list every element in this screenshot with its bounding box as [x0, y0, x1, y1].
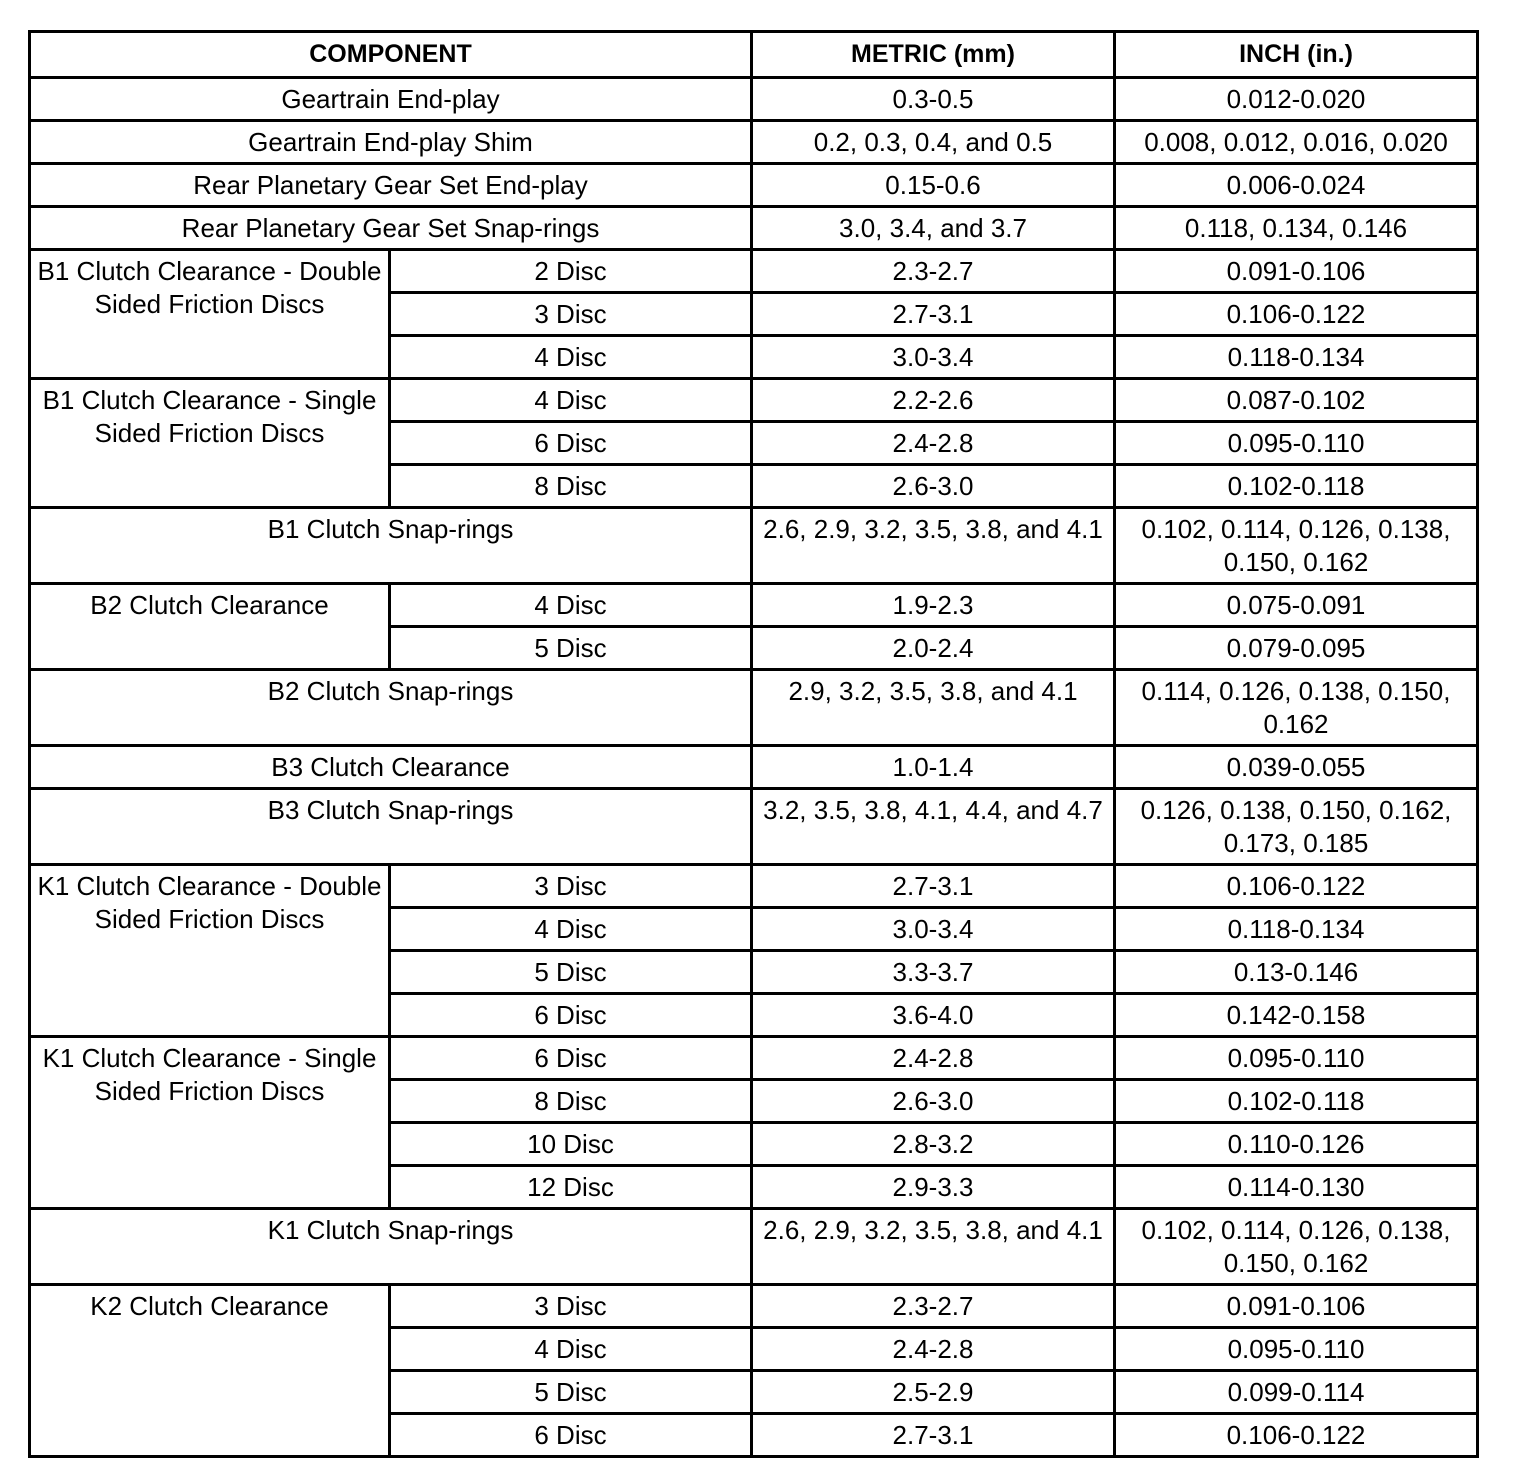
component-cell: B3 Clutch Snap-rings	[30, 789, 752, 865]
table-row	[30, 746, 1478, 789]
disc-cell: 10 Disc	[390, 1123, 752, 1166]
component-cell: K1 Clutch Clearance - Double Sided Friction Discs	[30, 865, 390, 1037]
component-cell: B2 Clutch Clearance	[30, 584, 390, 670]
metric-cell: 3.2, 3.5, 3.8, 4.1, 4.4, and 4.7	[752, 789, 1115, 865]
metric-cell: 2.6-3.0	[752, 1080, 1115, 1123]
inch-cell: 0.095-0.110	[1115, 422, 1478, 465]
metric-cell: 2.2-2.6	[752, 379, 1115, 422]
table-row	[30, 1285, 1478, 1328]
disc-cell: 8 Disc	[390, 465, 752, 508]
table-row	[30, 78, 1478, 121]
metric-cell: 2.9, 3.2, 3.5, 3.8, and 4.1	[752, 670, 1115, 746]
inch-cell: 0.006-0.024	[1115, 164, 1478, 207]
metric-cell: 2.7-3.1	[752, 293, 1115, 336]
disc-cell: 3 Disc	[390, 1285, 752, 1328]
inch-cell: 0.114-0.130	[1115, 1166, 1478, 1209]
metric-cell: 2.6, 2.9, 3.2, 3.5, 3.8, and 4.1	[752, 1209, 1115, 1285]
metric-cell: 2.4-2.8	[752, 1037, 1115, 1080]
header-component: COMPONENT	[30, 32, 752, 78]
inch-cell: 0.126, 0.138, 0.150, 0.162, 0.173, 0.185	[1115, 789, 1478, 865]
disc-cell: 5 Disc	[390, 951, 752, 994]
inch-cell: 0.142-0.158	[1115, 994, 1478, 1037]
inch-cell: 0.102, 0.114, 0.126, 0.138, 0.150, 0.162	[1115, 1209, 1478, 1285]
inch-cell: 0.075-0.091	[1115, 584, 1478, 627]
disc-cell: 5 Disc	[390, 627, 752, 670]
disc-cell: 6 Disc	[390, 1414, 752, 1457]
metric-cell: 2.4-2.8	[752, 422, 1115, 465]
component-cell: Rear Planetary Gear Set Snap-rings	[30, 207, 752, 250]
table-row	[30, 789, 1478, 865]
inch-cell: 0.118-0.134	[1115, 908, 1478, 951]
inch-cell: 0.110-0.126	[1115, 1123, 1478, 1166]
table-row	[30, 1209, 1478, 1285]
inch-cell: 0.091-0.106	[1115, 250, 1478, 293]
metric-cell: 0.2, 0.3, 0.4, and 0.5	[752, 121, 1115, 164]
metric-cell: 2.6, 2.9, 3.2, 3.5, 3.8, and 4.1	[752, 508, 1115, 584]
inch-cell: 0.106-0.122	[1115, 865, 1478, 908]
metric-cell: 3.0-3.4	[752, 908, 1115, 951]
inch-cell: 0.13-0.146	[1115, 951, 1478, 994]
disc-cell: 4 Disc	[390, 379, 752, 422]
table-row	[30, 584, 1478, 627]
inch-cell: 0.087-0.102	[1115, 379, 1478, 422]
clutch-specification-table	[28, 30, 1479, 1458]
table-row	[30, 865, 1478, 908]
metric-cell: 2.3-2.7	[752, 1285, 1115, 1328]
disc-cell: 6 Disc	[390, 422, 752, 465]
component-cell: B1 Clutch Clearance - Single Sided Friction Discs	[30, 379, 390, 508]
disc-cell: 8 Disc	[390, 1080, 752, 1123]
disc-cell: 4 Disc	[390, 584, 752, 627]
component-cell: Geartrain End-play Shim	[30, 121, 752, 164]
metric-cell: 3.3-3.7	[752, 951, 1115, 994]
inch-cell: 0.095-0.110	[1115, 1037, 1478, 1080]
inch-cell: 0.039-0.055	[1115, 746, 1478, 789]
table-row	[30, 379, 1478, 422]
disc-cell: 2 Disc	[390, 250, 752, 293]
disc-cell: 3 Disc	[390, 293, 752, 336]
disc-cell: 3 Disc	[390, 865, 752, 908]
inch-cell: 0.091-0.106	[1115, 1285, 1478, 1328]
table-row	[30, 121, 1478, 164]
disc-cell: 6 Disc	[390, 994, 752, 1037]
metric-cell: 2.7-3.1	[752, 865, 1115, 908]
component-cell: Geartrain End-play	[30, 78, 752, 121]
disc-cell: 6 Disc	[390, 1037, 752, 1080]
inch-cell: 0.114, 0.126, 0.138, 0.150, 0.162	[1115, 670, 1478, 746]
table-row	[30, 670, 1478, 746]
inch-cell: 0.008, 0.012, 0.016, 0.020	[1115, 121, 1478, 164]
table-row	[30, 250, 1478, 293]
disc-cell: 4 Disc	[390, 1328, 752, 1371]
metric-cell: 2.6-3.0	[752, 465, 1115, 508]
inch-cell: 0.102-0.118	[1115, 1080, 1478, 1123]
component-cell: B1 Clutch Snap-rings	[30, 508, 752, 584]
metric-cell: 3.0-3.4	[752, 336, 1115, 379]
inch-cell: 0.106-0.122	[1115, 293, 1478, 336]
inch-cell: 0.102, 0.114, 0.126, 0.138, 0.150, 0.162	[1115, 508, 1478, 584]
metric-cell: 2.5-2.9	[752, 1371, 1115, 1414]
metric-cell: 2.7-3.1	[752, 1414, 1115, 1457]
metric-cell: 2.9-3.3	[752, 1166, 1115, 1209]
inch-cell: 0.095-0.110	[1115, 1328, 1478, 1371]
component-cell: K1 Clutch Snap-rings	[30, 1209, 752, 1285]
component-cell: B3 Clutch Clearance	[30, 746, 752, 789]
metric-cell: 1.0-1.4	[752, 746, 1115, 789]
disc-cell: 4 Disc	[390, 908, 752, 951]
metric-cell: 3.6-4.0	[752, 994, 1115, 1037]
inch-cell: 0.118-0.134	[1115, 336, 1478, 379]
metric-cell: 3.0, 3.4, and 3.7	[752, 207, 1115, 250]
component-cell: K2 Clutch Clearance	[30, 1285, 390, 1457]
table-row	[30, 164, 1478, 207]
metric-cell: 2.0-2.4	[752, 627, 1115, 670]
metric-cell: 1.9-2.3	[752, 584, 1115, 627]
inch-cell: 0.079-0.095	[1115, 627, 1478, 670]
header-row	[30, 32, 1478, 78]
metric-cell: 2.8-3.2	[752, 1123, 1115, 1166]
header-metric: METRIC (mm)	[752, 32, 1115, 78]
table-row	[30, 1037, 1478, 1080]
disc-cell: 12 Disc	[390, 1166, 752, 1209]
metric-cell: 0.3-0.5	[752, 78, 1115, 121]
disc-cell: 4 Disc	[390, 336, 752, 379]
metric-cell: 2.3-2.7	[752, 250, 1115, 293]
component-cell: B2 Clutch Snap-rings	[30, 670, 752, 746]
inch-cell: 0.106-0.122	[1115, 1414, 1478, 1457]
component-cell: B1 Clutch Clearance - Double Sided Friction Discs	[30, 250, 390, 379]
table-row	[30, 508, 1478, 584]
metric-cell: 2.4-2.8	[752, 1328, 1115, 1371]
table-row	[30, 207, 1478, 250]
inch-cell: 0.102-0.118	[1115, 465, 1478, 508]
disc-cell: 5 Disc	[390, 1371, 752, 1414]
inch-cell: 0.099-0.114	[1115, 1371, 1478, 1414]
metric-cell: 0.15-0.6	[752, 164, 1115, 207]
component-cell: Rear Planetary Gear Set End-play	[30, 164, 752, 207]
inch-cell: 0.118, 0.134, 0.146	[1115, 207, 1478, 250]
component-cell: K1 Clutch Clearance - Single Sided Friction Discs	[30, 1037, 390, 1209]
header-inch: INCH (in.)	[1115, 32, 1478, 78]
inch-cell: 0.012-0.020	[1115, 78, 1478, 121]
